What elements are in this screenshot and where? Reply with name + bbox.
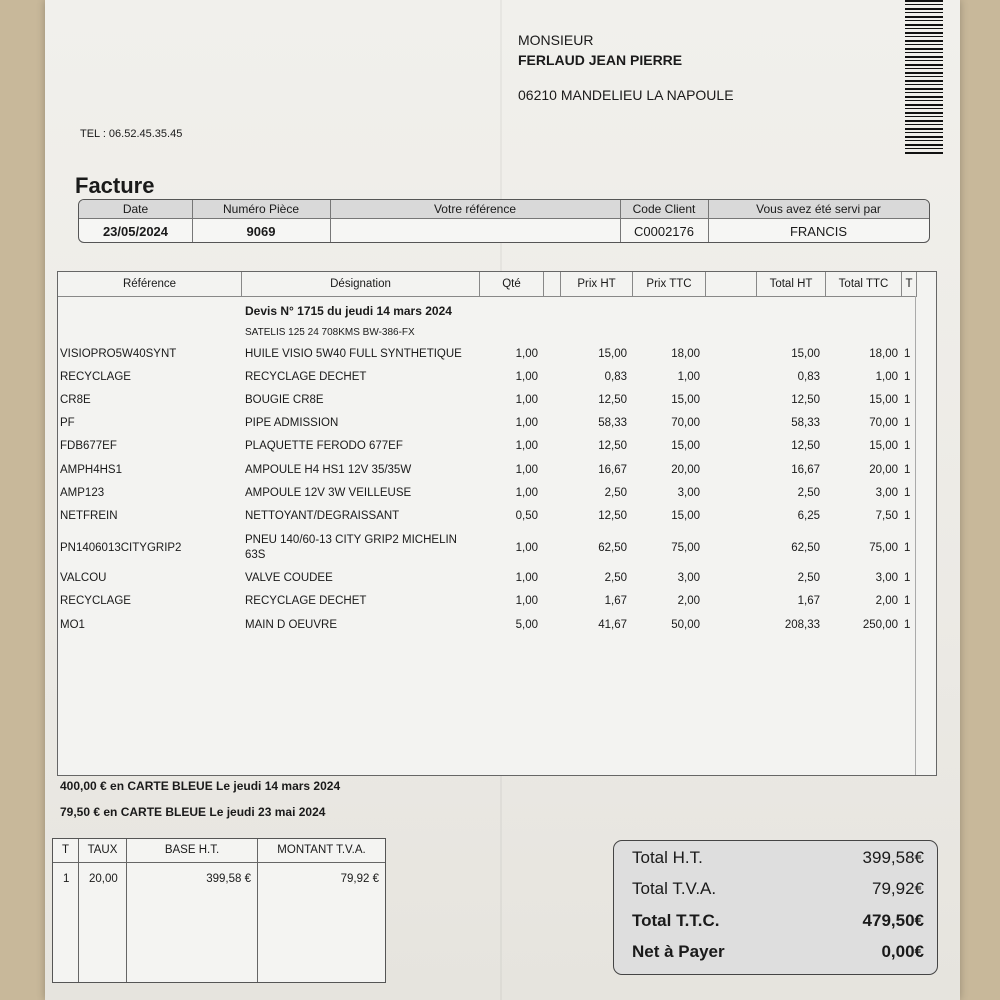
cell-ref: AMPH4HS1 — [60, 464, 122, 476]
recipient-name: FERLAUD JEAN PIERRE — [518, 52, 683, 68]
cell-des: BOUGIE CR8E — [245, 394, 324, 406]
piece-cell — [192, 200, 331, 242]
cell-pht: 62,50 — [598, 542, 627, 554]
client-cell — [620, 200, 709, 242]
cell-pht: 12,50 — [598, 510, 627, 522]
cell-pttc: 15,00 — [671, 440, 700, 452]
date-cell — [79, 200, 193, 242]
cell-tht: 12,50 — [791, 394, 820, 406]
cell-tttc: 7,50 — [875, 510, 898, 522]
cell-qty: 5,00 — [515, 619, 538, 631]
cell-pht: 16,67 — [598, 464, 627, 476]
cell-pttc: 75,00 — [671, 542, 700, 554]
cell-pht: 58,33 — [598, 417, 627, 429]
cell-tttc: 2,00 — [875, 595, 898, 607]
cell-t: 1 — [904, 394, 911, 406]
col-tttc-header: Total TTC — [826, 272, 902, 297]
recipient-city: 06210 MANDELIEU LA NAPOULE — [518, 87, 734, 103]
total-ht-label: Total H.T. — [632, 848, 703, 867]
cell-qty: 1,00 — [515, 440, 538, 452]
cell-pht: 41,67 — [598, 619, 627, 631]
cell-ref: RECYCLAGE — [60, 595, 131, 607]
cell-t: 1 — [904, 440, 911, 452]
reference-cell — [330, 200, 621, 242]
cell-pht: 2,50 — [604, 487, 627, 499]
cell-qty: 1,00 — [515, 394, 538, 406]
cell-pht: 12,50 — [598, 440, 627, 452]
cell-des: AMPOULE H4 HS1 12V 35/35W — [245, 464, 412, 476]
cell-t: 1 — [904, 417, 911, 429]
cell-pht: 1,67 — [604, 595, 627, 607]
cell-tttc: 75,00 — [869, 542, 898, 554]
cell-qty: 1,00 — [515, 417, 538, 429]
client-value: C0002176 — [634, 224, 694, 239]
col-ref-header: Référence — [58, 272, 242, 297]
cell-t: 1 — [904, 572, 911, 584]
served-label: Vous avez été servi par — [756, 202, 881, 216]
cell-pttc: 70,00 — [671, 417, 700, 429]
cell-ref: RECYCLAGE — [60, 371, 131, 383]
cell-ref: PF — [60, 417, 75, 429]
cell-tht: 62,50 — [791, 542, 820, 554]
cell-tttc: 15,00 — [869, 394, 898, 406]
total-ht-value: 399,58€ — [862, 848, 924, 867]
cell-des: PLAQUETTE FERODO 677EF — [245, 440, 403, 452]
cell-t: 1 — [904, 464, 911, 476]
cell-tht: 15,00 — [791, 348, 820, 360]
document-title: Facture — [75, 173, 155, 198]
cell-qty: 1,00 — [515, 348, 538, 360]
date-label: Date — [122, 202, 149, 216]
cell-pht: 2,50 — [604, 572, 627, 584]
vat-montant-value: 79,92 € — [340, 873, 379, 885]
payment-line: 400,00 € en CARTE BLEUE Le jeudi 14 mars 2024 — [60, 779, 341, 793]
vat-col-taux: TAUX — [79, 839, 127, 863]
cell-ref: FDB677EF — [60, 440, 117, 452]
cell-pht: 15,00 — [598, 348, 627, 360]
cell-des: AMPOULE 12V 3W VEILLEUSE — [245, 487, 412, 499]
cell-qty: 1,00 — [515, 464, 538, 476]
cell-tttc: 18,00 — [869, 348, 898, 360]
cell-qty: 1,00 — [515, 542, 538, 554]
recipient-salutation: MONSIEUR — [518, 32, 594, 48]
cell-tht: 208,33 — [784, 619, 820, 631]
vat-taux-value: 20,00 — [89, 873, 118, 885]
cell-pht: 12,50 — [598, 394, 627, 406]
cell-qty: 0,50 — [515, 510, 538, 522]
cell-des: PNEU 140/60-13 CITY GRIP2 MICHELIN — [245, 534, 457, 546]
cell-tht: 2,50 — [797, 572, 820, 584]
cell-tttc: 3,00 — [875, 572, 898, 584]
cell-ref: NETFREIN — [60, 510, 118, 522]
net-value: 0,00€ — [881, 942, 924, 961]
cell-tht: 1,67 — [797, 595, 820, 607]
cell-pttc: 2,00 — [677, 595, 700, 607]
cell-pttc: 3,00 — [677, 572, 700, 584]
cell-ref: AMP123 — [60, 487, 105, 499]
devis-title: Devis N° 1715 du jeudi 14 mars 2024 — [245, 304, 452, 318]
barcode — [905, 0, 943, 155]
cell-tht: 0,83 — [797, 371, 820, 383]
cell-ref: VISIOPRO5W40SYNT — [60, 348, 177, 360]
col-qty-header: Qté — [480, 272, 544, 297]
cell-pttc: 50,00 — [671, 619, 700, 631]
cell-ref: PN1406013CITYGRIP2 — [60, 542, 182, 554]
cell-des: MAIN D OEUVRE — [245, 619, 338, 631]
cell-qty: 1,00 — [515, 572, 538, 584]
cell-tht: 16,67 — [791, 464, 820, 476]
cell-pttc: 15,00 — [671, 394, 700, 406]
vehicle-info: SATELIS 125 24 708KMS BW-386-FX — [245, 327, 415, 338]
cell-des: RECYCLAGE DECHET — [245, 595, 367, 607]
invoice-paper — [45, 0, 960, 1000]
cell-ref: MO1 — [60, 619, 85, 631]
cell-t: 1 — [904, 348, 911, 360]
vat-table — [52, 838, 386, 983]
piece-label: Numéro Pièce — [222, 202, 300, 216]
cell-des: PIPE ADMISSION — [245, 417, 339, 429]
cell-tttc: 20,00 — [869, 464, 898, 476]
cell-qty: 1,00 — [515, 371, 538, 383]
invoice-header-box — [78, 199, 930, 243]
cell-des-line2: 63S — [245, 549, 266, 561]
cell-ref: CR8E — [60, 394, 91, 406]
col-pht-header: Prix HT — [561, 272, 633, 297]
vat-col-base: BASE H.T. — [127, 839, 258, 863]
cell-t: 1 — [904, 595, 911, 607]
cell-tht: 2,50 — [797, 487, 820, 499]
client-label: Code Client — [632, 202, 696, 216]
cell-t: 1 — [904, 487, 911, 499]
telephone: TEL : 06.52.45.35.45 — [80, 128, 183, 140]
total-ttc-value: 479,50€ — [862, 911, 924, 930]
cell-des: RECYCLAGE DECHET — [245, 371, 367, 383]
cell-t: 1 — [904, 619, 911, 631]
col-t-header: T — [902, 272, 917, 297]
vat-col-t: T — [53, 839, 79, 863]
cell-tttc: 70,00 — [869, 417, 898, 429]
date-value: 23/05/2024 — [102, 224, 169, 239]
piece-value: 9069 — [246, 224, 276, 239]
cell-t: 1 — [904, 510, 911, 522]
served-value: FRANCIS — [789, 224, 848, 239]
cell-tht: 12,50 — [791, 440, 820, 452]
cell-pht: 0,83 — [604, 371, 627, 383]
total-ttc-label: Total T.T.C. — [632, 911, 720, 930]
totals-box — [613, 840, 938, 975]
cell-tttc: 1,00 — [875, 371, 898, 383]
cell-tttc: 250,00 — [862, 619, 898, 631]
cell-tttc: 15,00 — [869, 440, 898, 452]
col-pttc-header: Prix TTC — [633, 272, 706, 297]
total-tva-value: 79,92€ — [872, 879, 924, 898]
vat-t-value: 1 — [63, 873, 70, 885]
payment-line: 79,50 € en CARTE BLEUE Le jeudi 23 mai 2024 — [60, 805, 326, 819]
cell-ref: VALCOU — [60, 572, 107, 584]
cell-qty: 1,00 — [515, 595, 538, 607]
cell-des: NETTOYANT/DEGRAISSANT — [245, 510, 400, 522]
cell-tht: 58,33 — [791, 417, 820, 429]
cell-pttc: 3,00 — [677, 487, 700, 499]
total-tva-label: Total T.V.A. — [632, 879, 717, 898]
cell-qty: 1,00 — [515, 487, 538, 499]
vat-base-value: 399,58 € — [206, 873, 251, 885]
cell-t: 1 — [904, 542, 911, 554]
cell-pttc: 1,00 — [677, 371, 700, 383]
cell-pttc: 15,00 — [671, 510, 700, 522]
vat-col-montant: MONTANT T.V.A. — [258, 839, 385, 863]
cell-tht: 6,25 — [797, 510, 820, 522]
reference-label: Votre référence — [433, 202, 517, 216]
cell-des: HUILE VISIO 5W40 FULL SYNTHETIQUE — [245, 348, 462, 360]
col-tht-header: Total HT — [757, 272, 826, 297]
invoice-lines-table — [57, 271, 937, 776]
col-des-header: Désignation — [242, 272, 480, 297]
cell-tttc: 3,00 — [875, 487, 898, 499]
served-cell — [708, 200, 929, 242]
cell-t: 1 — [904, 371, 911, 383]
cell-des: VALVE COUDEE — [245, 572, 333, 584]
cell-pttc: 18,00 — [671, 348, 700, 360]
net-label: Net à Payer — [632, 942, 725, 961]
cell-pttc: 20,00 — [671, 464, 700, 476]
